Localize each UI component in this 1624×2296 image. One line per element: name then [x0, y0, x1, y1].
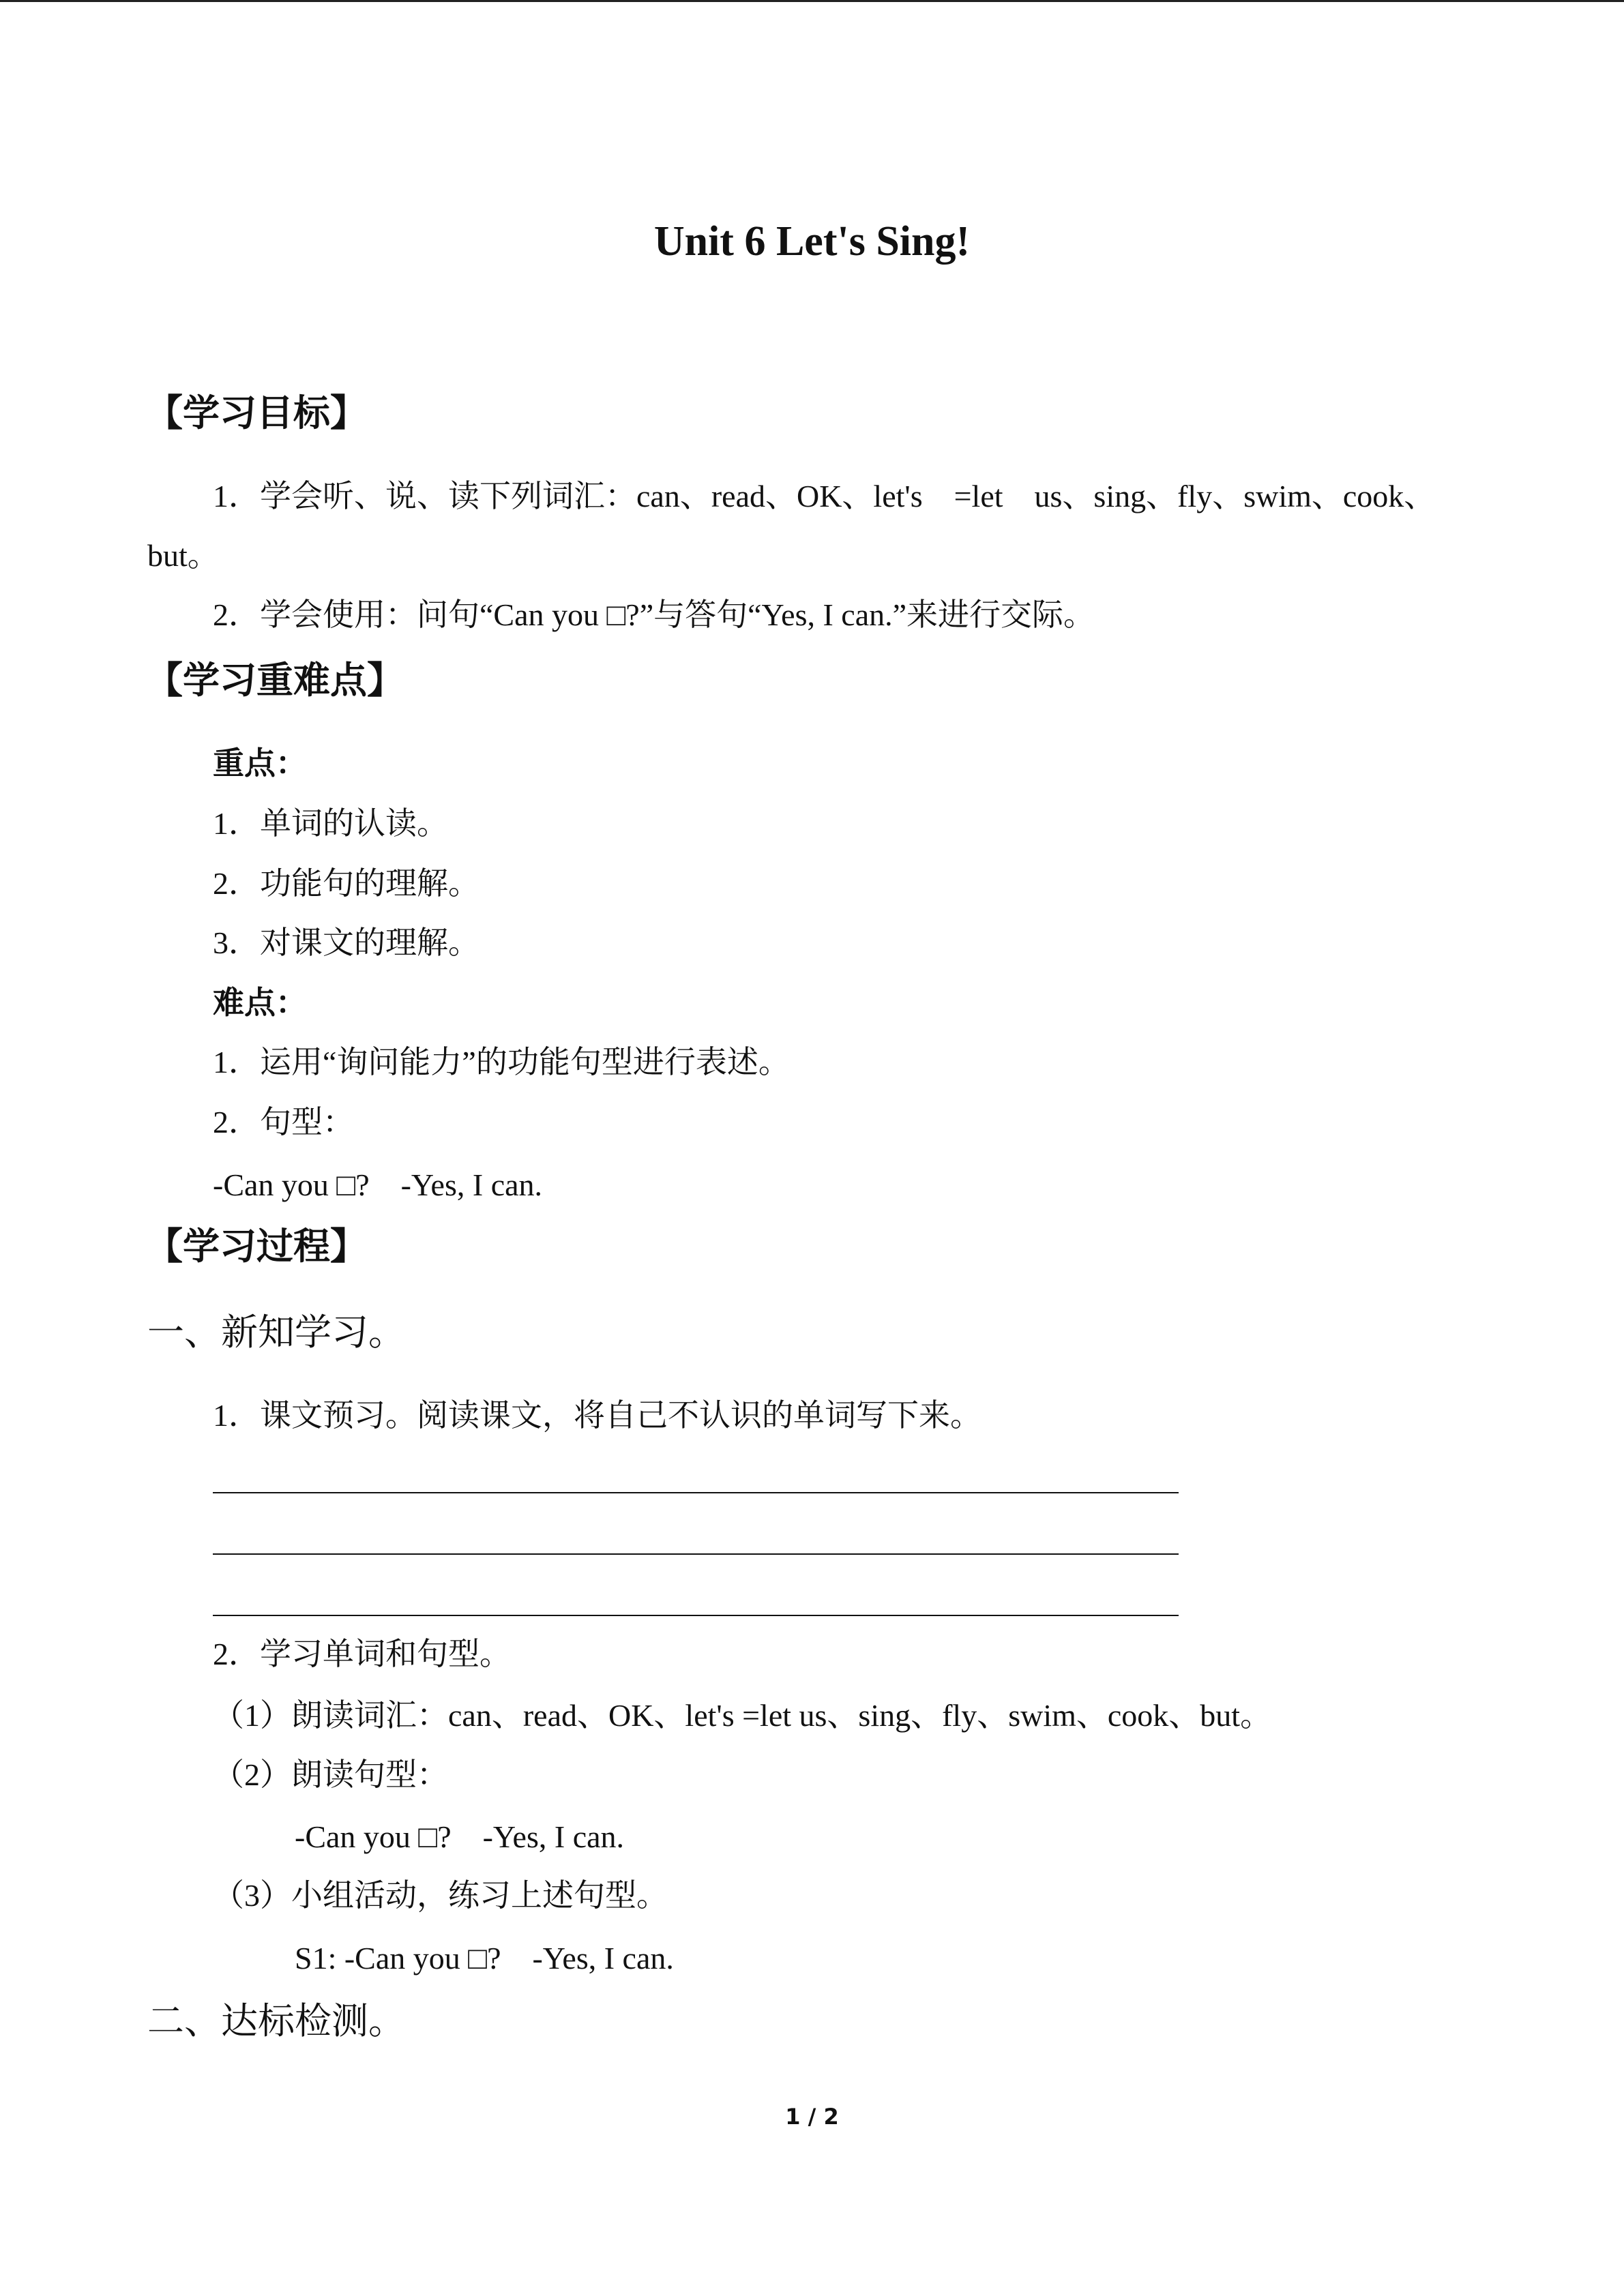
objective-item-2: 2．学会使用：问句“Can you □?”与答句“Yes, I can.”来进行交际。: [213, 597, 1095, 632]
difficulty-pattern: -Can you □? -Yes, I can.: [213, 1167, 543, 1202]
sub-step-3-group-activity: （3）小组活动，练习上述句型。: [213, 1878, 668, 1913]
sub-step-2-pattern: -Can you □? -Yes, I can.: [295, 1819, 625, 1854]
key-item-1: 1．单词的认读。: [213, 806, 448, 841]
section-new-learning: 一、新知学习。: [147, 1312, 405, 1353]
objective-item-1-line-1: 1．学会听、说、读下列词汇：can、read、OK、let's =let us、sing、fly、swim、cook、: [213, 479, 1436, 513]
page-title: Unit 6 Let's Sing!: [653, 218, 971, 265]
sub-step-3-pattern: S1: -Can you □? -Yes, I can.: [295, 1941, 674, 1976]
difficulty-item-1: 1．运用“询问能力”的功能句型进行表述。: [213, 1045, 790, 1079]
key-item-3: 3．对课文的理解。: [213, 925, 479, 960]
difficulty-label: 难点：: [213, 985, 307, 1020]
sub-step-1-read-words: （1）朗读词汇：can、read、OK、let's =let us、sing、fly、swim、cook、but。: [213, 1698, 1272, 1733]
heading-key-points: 【学习重难点】: [146, 659, 404, 702]
page-number: 1 / 2: [785, 2104, 839, 2130]
heading-objectives: 【学习目标】: [146, 391, 367, 434]
section-assessment: 二、达标检测。: [147, 2001, 405, 2042]
answer-blank-line-1[interactable]: [213, 1492, 1179, 1493]
sub-step-2-read-sentences: （2）朗读句型：: [213, 1757, 448, 1792]
heading-process: 【学习过程】: [146, 1225, 367, 1268]
objective-item-1-line-2: but。: [147, 538, 219, 573]
answer-blank-line-3[interactable]: [213, 1615, 1179, 1616]
difficulty-item-2: 2．句型：: [213, 1105, 354, 1139]
answer-blank-line-2[interactable]: [213, 1553, 1179, 1555]
key-item-2: 2．功能句的理解。: [213, 866, 479, 901]
key-label: 重点：: [213, 746, 307, 781]
step-1-preview: 1．课文预习。阅读课文，将自己不认识的单词写下来。: [213, 1398, 981, 1433]
step-2-words-sentences: 2．学习单词和句型。: [213, 1637, 511, 1671]
